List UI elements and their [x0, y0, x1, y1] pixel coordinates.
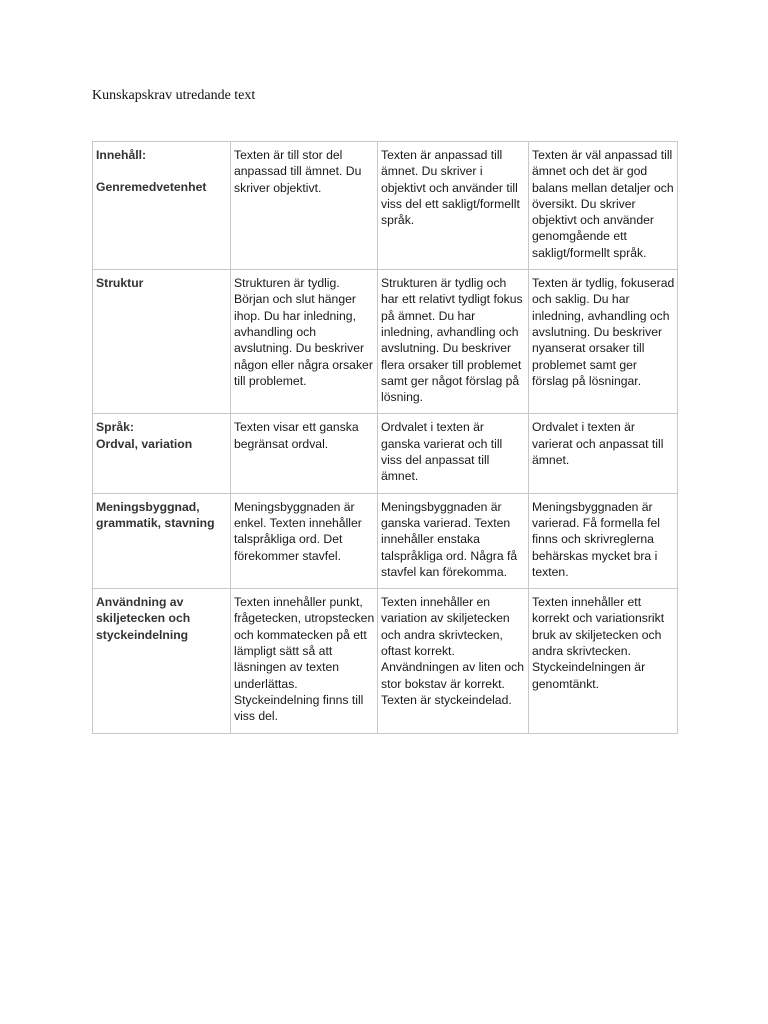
level-2-cell: Meningsbyggnaden är ganska varierad. Texten innehåller enstaka talspråkliga ord. Några få stavfel kan förekomma.: [378, 493, 529, 588]
level-1-cell: Texten visar ett ganska begränsat ordval.: [231, 414, 378, 493]
level-2-cell: Ordvalet i texten är ganska varierat och till viss del anpassat till ämnet.: [378, 414, 529, 493]
level-2-cell: Texten är anpassad till ämnet. Du skriver i objektivt och använder till viss del ett sakligt/formellt språk.: [378, 142, 529, 270]
level-3-cell: Meningsbyggnaden är varierad. Få formella fel finns och skrivreglerna behärskas mycket bra i texten.: [529, 493, 678, 588]
level-1-cell: Texten är till stor del anpassad till ämnet. Du skriver objektivt.: [231, 142, 378, 270]
criterion-label: Innehåll:: [96, 148, 147, 162]
criterion-label: Användning av skiljetecken och styckeindelning: [96, 595, 191, 642]
criterion-label: Meningsbyggnad, grammatik, stavning: [96, 499, 215, 530]
rubric-table: [92, 141, 678, 734]
criterion-cell: [93, 589, 231, 733]
level-3-cell: Texten innehåller ett korrekt och variationsrikt bruk av skiljetecken och andra skrivtecken. Styckeindelningen är genomtänkt.: [529, 589, 678, 733]
level-1-cell: Strukturen är tydlig. Början och slut hänger ihop. Du har inledning, avhandling och avslutning. Du beskriver någon eller några orsaker till problemet.: [231, 270, 378, 414]
table-row: [93, 270, 678, 414]
table-row: [93, 142, 678, 270]
level-3-cell: Ordvalet i texten är varierat och anpassat till ämnet.: [529, 414, 678, 493]
criterion-cell: [93, 414, 231, 493]
table-row: [93, 493, 678, 588]
level-1-cell: Texten innehåller punkt, frågetecken, utropstecken och kommatecken på ett lämpligt sätt så att läsningen av texten underlättas. Styckeindelning finns till viss del.: [231, 589, 378, 733]
table-row: [93, 414, 678, 493]
criterion-label: Struktur: [96, 276, 144, 291]
page-title: Kunskapskrav utredande text: [92, 88, 256, 103]
criterion-label: Språk:: [96, 420, 134, 435]
criterion-sublabel: Ordval, variation: [96, 436, 193, 451]
level-2-cell: Strukturen är tydlig och har ett relativt tydligt fokus på ämnet. Du har inledning, avhandling och avslutning. Du beskriver flera orsaker till problemet samt ger något förslag på lösning.: [378, 270, 529, 414]
table-row: [93, 589, 678, 733]
level-1-cell: Meningsbyggnaden är enkel. Texten innehåller talspråkliga ord. Det förekommer stavfel.: [231, 493, 378, 588]
criterion-cell: [93, 493, 231, 588]
level-2-cell: Texten innehåller en variation av skiljetecken och andra skrivtecken, oftast korrekt. Användningen av liten och stor bokstav är korrekt. Texten är styckeindelad.: [378, 589, 529, 733]
level-3-cell: Texten är tydlig, fokuserad och saklig. Du har inledning, avhandling och avslutning. Du beskriver nyanserat orsaker till problemet samt ger förslag på lösningar.: [529, 270, 678, 414]
criterion-sublabel: Genremedvetenhet: [96, 180, 207, 195]
criterion-cell: [93, 270, 231, 414]
level-3-cell: Texten är väl anpassad till ämnet och det är god balans mellan detaljer och översikt. Du skriver objektivt och använder genomgående ett sakligt/formellt språk.: [529, 142, 678, 270]
criterion-cell: [93, 142, 231, 270]
